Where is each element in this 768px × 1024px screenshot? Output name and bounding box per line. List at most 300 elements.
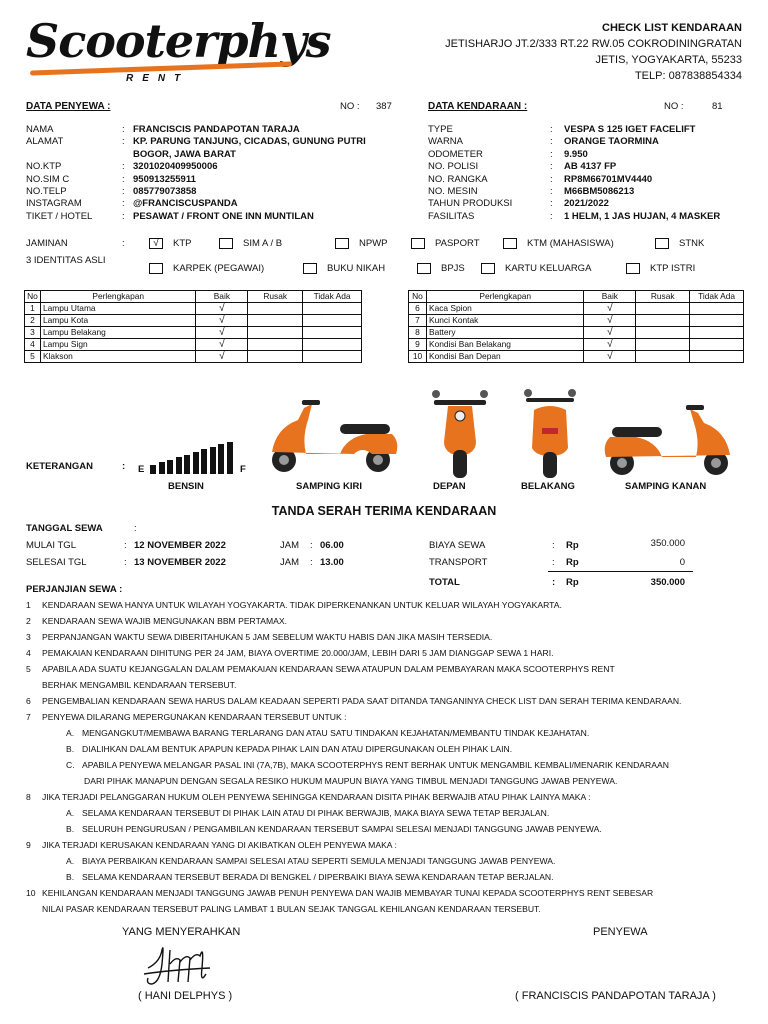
perjanjian-item — [26, 629, 756, 645]
row-baik[interactable]: √ — [196, 302, 248, 314]
perjanjian-text: SELURUH PENGURUSAN / PENGAMBILAN KENDARAAN TERSEBUT SAMPAI SELESAI MENJADI TANGGUNG JAWAB PENYEWA. — [82, 824, 602, 834]
perjanjian-number: 7 — [26, 712, 31, 722]
row-tidak-ada[interactable] — [303, 302, 362, 314]
biaya-sewa-currency: Rp — [566, 540, 579, 551]
field-colon: : — [122, 185, 125, 197]
jaminan-option-label: KTP — [173, 238, 192, 249]
jaminan-option-label: STNK — [679, 238, 705, 249]
field-label: ALAMAT — [26, 136, 64, 148]
field-colon: : — [550, 210, 553, 222]
field-colon: : — [550, 161, 553, 173]
field-value: 3201020409950006 — [133, 161, 218, 173]
view-label-depan: DEPAN — [433, 481, 466, 492]
perjanjian-number: 6 — [26, 696, 31, 706]
selesai-value: 13 NOVEMBER 2022 — [134, 557, 226, 568]
perjanjian-number: 9 — [26, 840, 31, 850]
scooter-front-icon — [432, 390, 488, 478]
row-rusak[interactable] — [636, 314, 690, 326]
field-label: NO.KTP — [26, 161, 62, 173]
row-item: Battery — [426, 326, 583, 338]
row-no: 7 — [409, 314, 427, 326]
table-row — [25, 302, 362, 314]
field-label: WARNA — [428, 136, 464, 148]
field-row — [26, 136, 406, 148]
table-row — [409, 350, 744, 362]
jaminan-sub-label: 3 IDENTITAS ASLI — [26, 255, 106, 266]
penyewa-no-value: 387 — [376, 101, 392, 112]
perjanjian-item — [26, 677, 756, 693]
jaminan-checkbox[interactable] — [417, 263, 431, 274]
perjanjian-text: APABILA PENYEWA MELANGAR PASAL INI (7A,7B), MAKA SCOOTERPHYS RENT BERHAK UNTUK MENGAMBIL KEMBALI/MENARIK KENDARAAN — [82, 760, 669, 770]
perjanjian-item — [26, 709, 756, 725]
row-rusak[interactable] — [636, 326, 690, 338]
perjanjian-text: KENDARAAN SEWA WAJIB MENGUNAKAN BBM PERTAMAX. — [42, 616, 287, 626]
total-currency: Rp — [566, 577, 579, 588]
field-value: 085779073858 — [133, 185, 197, 197]
jam-mulai-colon: : — [310, 540, 313, 551]
table-row — [409, 338, 744, 350]
field-colon: : — [550, 136, 553, 148]
field-value: 1 HELM, 1 JAS HUJAN, 4 MASKER — [564, 210, 721, 222]
field-value: BOGOR, JAWA BARAT — [133, 148, 236, 160]
row-baik[interactable]: √ — [196, 338, 248, 350]
fuel-bar — [184, 455, 190, 474]
perjanjian-list — [26, 597, 756, 917]
table-header-cell: Baik — [196, 291, 248, 303]
phone: TELP: 087838854334 — [634, 70, 742, 82]
field-label: TYPE — [428, 124, 453, 135]
sign-left-name: ( HANI DELPHYS ) — [138, 990, 233, 1002]
perjanjian-number: B. — [66, 744, 75, 754]
scooter-front — [430, 388, 490, 480]
jam-selesai-value: 13.00 — [320, 557, 344, 568]
field-colon: : — [550, 148, 553, 160]
logo — [26, 14, 331, 84]
table-row — [409, 302, 744, 314]
row-rusak[interactable] — [636, 302, 690, 314]
selesai-label: SELESAI TGL — [26, 557, 87, 568]
jaminan-option-label: KARPEK (PEGAWAI) — [173, 263, 265, 274]
row-baik[interactable]: √ — [584, 302, 636, 314]
selesai-colon: : — [124, 557, 127, 568]
jam-mulai-label: JAM — [280, 540, 299, 551]
mulai-label: MULAI TGL — [26, 540, 76, 551]
perjanjian-item — [26, 837, 756, 853]
row-item: Kondisi Ban Belakang — [426, 338, 583, 350]
jaminan-option-label: NPWP — [359, 238, 388, 249]
jaminan-option-label: KARTU KELUARGA — [505, 263, 592, 274]
perjanjian-text: SELAMA KENDARAAN TERSEBUT DI PIHAK LAIN ATAU DI PIHAK BERWAJIB, MAKA BIAYA SEWA TETAP BERJALAN. — [82, 808, 550, 818]
field-label: NAMA — [26, 124, 54, 135]
table-header-cell: Tidak Ada — [303, 291, 362, 303]
row-item: Lampu Belakang — [40, 326, 195, 338]
field-row — [428, 136, 758, 148]
row-baik[interactable]: √ — [584, 326, 636, 338]
kendaraan-title: DATA KENDARAAN : — [428, 101, 528, 112]
address-line-1: JETISHARJO JT.2/333 RT.22 RW.05 COKRODININGRATAN — [445, 38, 742, 50]
fuel-bar — [218, 444, 224, 474]
penyewa-title: DATA PENYEWA : — [26, 101, 111, 112]
row-item: Klakson — [40, 350, 195, 362]
row-baik[interactable]: √ — [196, 350, 248, 362]
field-value: VESPA S 125 IGET FACELIFT — [564, 124, 696, 135]
perjanjian-number: 5 — [26, 664, 31, 674]
penyewa-no-label: NO : — [340, 101, 360, 112]
kendaraan-no-value: 81 — [712, 101, 723, 112]
equipment-table-right — [408, 290, 744, 363]
signature-icon — [140, 938, 220, 988]
jam-mulai-value: 06.00 — [320, 540, 344, 551]
perjanjian-text: NILAI PASAR KENDARAAN TERSEBUT PALING LAMBAT 1 BULAN SEJAK TANGGAL KEHILANGAN KENDARAAN TERSEBUT. — [42, 904, 541, 914]
perjanjian-item — [26, 661, 756, 677]
field-row — [428, 174, 758, 186]
row-no: 6 — [409, 302, 427, 314]
table-header-cell: No — [25, 291, 41, 303]
field-row — [26, 174, 406, 186]
row-item: Lampu Kota — [40, 314, 195, 326]
field-row — [428, 161, 758, 173]
jaminan-option-label: BPJS — [441, 263, 465, 274]
perjanjian-number: C. — [66, 760, 75, 770]
fuel-bar — [193, 452, 199, 474]
field-label: INSTAGRAM — [26, 198, 82, 210]
transport-colon: : — [552, 557, 555, 568]
row-no: 9 — [409, 338, 427, 350]
field-value: RP8M66701MV4440 — [564, 173, 653, 185]
row-no: 1 — [25, 302, 41, 314]
table-row — [409, 326, 744, 338]
jaminan-checkbox[interactable] — [149, 263, 163, 274]
perjanjian-text: DARI PIHAK MANAPUN DENGAN SEGALA RESIKO HUKUM MAUPUN BIAYA YANG TIMBUL MENJADI TANGGUNG JAWAB PENYEWA. — [84, 776, 618, 786]
perjanjian-text: DIALIHKAN DALAM BENTUK APAPUN KEPADA PIHAK LAIN DAN ATAU DIPERGUNAKAN OLEH PIHAK LAIN. — [82, 744, 513, 754]
perjanjian-title: PERJANJIAN SEWA : — [26, 584, 123, 595]
jaminan-colon: : — [122, 238, 125, 249]
jaminan-option-label: PASPORT — [435, 238, 480, 249]
field-row — [26, 198, 406, 210]
fuel-label: BENSIN — [168, 481, 204, 492]
perjanjian-number: A. — [66, 728, 75, 738]
header-info — [382, 20, 742, 84]
row-baik[interactable]: √ — [584, 314, 636, 326]
perjanjian-text: BIAYA PERBAIKAN KENDARAAN SAMPAI SELESAI ATAU SEPERTI SEMULA MENJADI TANGGUNG JAWAB PENYEWA. — [82, 856, 556, 866]
field-row — [428, 124, 758, 136]
field-colon: : — [122, 136, 125, 148]
perjanjian-number: 4 — [26, 648, 31, 658]
perjanjian-item — [26, 693, 756, 709]
total-value: 350.000 — [650, 577, 685, 588]
transport-value: 0 — [679, 557, 685, 568]
scooter-side-right — [600, 405, 740, 480]
field-value: AB 4137 FP — [564, 161, 617, 173]
row-rusak[interactable] — [248, 302, 303, 314]
field-colon: : — [122, 210, 125, 222]
perjanjian-text: BERHAK MENGAMBIL KENDARAAN TERSEBUT. — [42, 680, 237, 690]
logo-sub: RENT — [126, 73, 190, 84]
field-row — [26, 186, 406, 198]
fuel-bar — [210, 447, 216, 474]
perjanjian-text: PENYEWA DILARANG MEPERGUNAKAN KENDARAAN TERSEBUT UNTUK : — [42, 712, 347, 722]
row-rusak[interactable] — [248, 338, 303, 350]
fuel-bar — [159, 462, 165, 474]
perjanjian-item — [26, 741, 756, 757]
field-colon: : — [550, 124, 553, 135]
field-label: ODOMETER — [428, 148, 483, 160]
total-divider — [548, 571, 693, 572]
view-labels — [0, 481, 768, 495]
field-colon: : — [550, 198, 553, 210]
perjanjian-text: MENGANGKUT/MEMBAWA BARANG TERLARANG DAN ATAU SATU TINDAKAN KEJAHATAN/MEMBANTU TINDAK KEJAHATAN. — [82, 728, 590, 738]
fuel-bar — [167, 460, 173, 474]
doc-title: CHECK LIST KENDARAAN — [602, 22, 742, 34]
perjanjian-text: PEMAKAIAN KENDARAAN DIHITUNG PER 24 JAM, BIAYA OVERTIME 20.000/JAM, LEBIH DARI 5 JAM DIANGGAP SEWA 1 HARI. — [42, 648, 554, 658]
scooter-side-right-icon — [605, 405, 730, 475]
jaminan-option-label: SIM A / B — [243, 238, 283, 249]
row-item: Lampu Sign — [40, 338, 195, 350]
field-row — [428, 186, 758, 198]
sign-right-title: PENYEWA — [593, 926, 648, 938]
perjanjian-text: PENGEMBALIAN KENDARAAN SEWA HARUS DALAM KEADAAN SEPERTI PADA SAAT DITANDA TANGANINYA CHECK LIST DAN SERAH TERIMA KENDARAAN. — [42, 696, 682, 706]
row-rusak[interactable] — [248, 326, 303, 338]
jaminan-checkbox[interactable] — [335, 238, 349, 249]
perjanjian-item — [26, 901, 756, 917]
total-colon: : — [552, 577, 556, 588]
address-line-2: JETIS, YOGYAKARTA, 55233 — [595, 54, 742, 66]
row-tidak-ada[interactable] — [690, 350, 744, 362]
field-label: FASILITAS — [428, 210, 475, 222]
perjanjian-text: KENDARAAN SEWA HANYA UNTUK WILAYAH YOGYAKARTA. TIDAK DIPERKENANKAN UNTUK KELUAR WILAYAH YOGYAKARTA. — [42, 600, 562, 610]
jaminan-checkbox[interactable] — [655, 238, 669, 249]
total-label: TOTAL — [429, 577, 460, 588]
table-row — [25, 350, 362, 362]
field-value: PESAWAT / FRONT ONE INN MUNTILAN — [133, 210, 314, 222]
table-row — [25, 338, 362, 350]
serah-terima-title: TANDA SERAH TERIMA KENDARAAN — [271, 504, 497, 518]
perjanjian-item — [26, 757, 756, 773]
row-baik[interactable]: √ — [196, 326, 248, 338]
jaminan-checkbox[interactable] — [481, 263, 495, 274]
fuel-empty-label: E — [138, 464, 145, 475]
row-rusak[interactable] — [248, 314, 303, 326]
table-header-cell: Rusak — [248, 291, 303, 303]
row-tidak-ada[interactable] — [303, 326, 362, 338]
row-tidak-ada[interactable] — [690, 338, 744, 350]
kendaraan-no-label: NO : — [664, 101, 684, 112]
jaminan-checkbox[interactable] — [219, 238, 233, 249]
row-tidak-ada[interactable] — [690, 314, 744, 326]
perjanjian-text: JIKA TERJADI KERUSAKAN KENDARAAN YANG DI AKIBATKAN OLEH PENYEWA MAKA : — [42, 840, 397, 850]
perjanjian-item — [26, 773, 756, 789]
perjanjian-number: 1 — [26, 600, 31, 610]
perjanjian-item — [26, 805, 756, 821]
jaminan-option-label: BUKU NIKAH — [327, 263, 386, 274]
row-rusak[interactable] — [636, 350, 690, 362]
row-no: 10 — [409, 350, 427, 362]
table-header-cell: Perlengkapan — [426, 291, 583, 303]
fuel-bar — [201, 449, 207, 474]
jaminan-row-1 — [0, 236, 768, 252]
field-row — [26, 149, 406, 161]
transport-label: TRANSPORT — [429, 557, 488, 568]
jaminan-checkbox[interactable] — [411, 238, 425, 249]
field-label: TAHUN PRODUKSI — [428, 198, 513, 210]
biaya-sewa-label: BIAYA SEWA — [429, 540, 486, 551]
field-row — [26, 161, 406, 173]
field-value: FRANCISCIS PANDAPOTAN TARAJA — [133, 124, 300, 135]
transport-currency: Rp — [566, 557, 579, 568]
row-baik[interactable]: √ — [196, 314, 248, 326]
fuel-bar — [150, 465, 156, 474]
row-item: Kaca Spion — [426, 302, 583, 314]
scooter-side-left-icon — [272, 400, 397, 472]
tanggal-sewa-colon: : — [134, 523, 137, 534]
jaminan-label: JAMINAN — [26, 238, 68, 249]
perjanjian-item — [26, 597, 756, 613]
sign-left-title: YANG MENYERAHKAN — [122, 926, 241, 938]
jam-selesai-colon: : — [310, 557, 313, 568]
tanggal-sewa-label: TANGGAL SEWA — [26, 523, 103, 534]
row-baik[interactable]: √ — [584, 350, 636, 362]
field-value: 2021/2022 — [564, 198, 609, 210]
logo-text: Scooterphys — [26, 14, 331, 68]
row-tidak-ada[interactable] — [303, 350, 362, 362]
row-rusak[interactable] — [248, 350, 303, 362]
row-rusak[interactable] — [636, 338, 690, 350]
row-tidak-ada[interactable] — [690, 326, 744, 338]
row-no: 5 — [25, 350, 41, 362]
row-no: 8 — [409, 326, 427, 338]
row-no: 3 — [25, 326, 41, 338]
row-no: 2 — [25, 314, 41, 326]
view-label-samping-kanan: SAMPING KANAN — [625, 481, 707, 492]
equipment-table-left — [24, 290, 362, 363]
field-colon: : — [550, 173, 553, 185]
table-row — [409, 314, 744, 326]
jaminan-checkbox[interactable] — [303, 263, 317, 274]
field-value: M66BM5086213 — [564, 185, 635, 197]
row-item: Kondisi Ban Depan — [426, 350, 583, 362]
table-header-row — [25, 291, 362, 303]
jaminan-option-label: KTM (MAHASISWA) — [527, 238, 614, 249]
fuel-full-label: F — [240, 464, 246, 475]
perjanjian-item — [26, 853, 756, 869]
perjanjian-item — [26, 645, 756, 661]
table-header-cell: No — [409, 291, 427, 303]
perjanjian-item — [26, 725, 756, 741]
perjanjian-text: PERPANJANGAN WAKTU SEWA DIBERITAHUKAN 5 JAM SEBELUM WAKTU HABIS DAN JIKA MASIH TERSEDIA. — [42, 632, 493, 642]
table-header-cell: Rusak — [636, 291, 690, 303]
perjanjian-item — [26, 885, 756, 901]
table-row — [25, 326, 362, 338]
fuel-bar — [227, 442, 233, 474]
fuel-bar — [176, 457, 182, 474]
field-row — [428, 211, 758, 223]
penyewa-fields — [26, 124, 406, 223]
perjanjian-number: B. — [66, 872, 75, 882]
jaminan-checkbox[interactable] — [503, 238, 517, 249]
row-tidak-ada[interactable] — [303, 338, 362, 350]
keterangan-label: KETERANGAN — [26, 461, 94, 472]
perjanjian-number: B. — [66, 824, 75, 834]
fuel-gauge — [150, 440, 238, 474]
field-value: ORANGE TAORMINA — [564, 136, 659, 148]
field-value: @FRANCISCUSPANDA — [133, 198, 238, 210]
perjanjian-item — [26, 613, 756, 629]
field-label: NO.TELP — [26, 185, 67, 197]
perjanjian-text: APABILA ADA SUATU KEJANGGALAN DALAM PEMAKAIAN KENDARAAN SEWA ATAUPUN DALAM PEMBAYARAN MAKA SCOOTERPHYS RENT — [42, 664, 615, 674]
mulai-value: 12 NOVEMBER 2022 — [134, 540, 226, 551]
view-label-belakang: BELAKANG — [521, 481, 575, 492]
table-header-cell: Tidak Ada — [690, 291, 744, 303]
row-item: Kunci Kontak — [426, 314, 583, 326]
scooter-rear-icon — [524, 389, 576, 478]
row-item: Lampu Utama — [40, 302, 195, 314]
field-label: NO. RANGKA — [428, 173, 488, 185]
field-colon: : — [122, 124, 125, 135]
field-row — [428, 198, 758, 210]
field-value: KP. PARUNG TANJUNG, CICADAS, GUNUNG PUTRI — [133, 136, 366, 148]
field-colon: : — [550, 185, 553, 197]
row-baik[interactable]: √ — [584, 338, 636, 350]
field-value: 9.950 — [564, 148, 588, 160]
perjanjian-number: 8 — [26, 792, 31, 802]
field-row — [26, 124, 406, 136]
perjanjian-text: SELAMA KENDARAAN TERSEBUT BERADA DI BENGKEL / DIPERBAIKI BIAYA SEWA KENDARAAN TETAP BERJALAN. — [82, 872, 554, 882]
perjanjian-item — [26, 821, 756, 837]
field-label: NO.SIM C — [26, 173, 70, 185]
field-label: NO. MESIN — [428, 185, 478, 197]
perjanjian-text: JIKA TERJADI PELANGGARAN HUKUM OLEH PENYEWA SEHINGGA KENDARAAN DISITA PIHAK BERWAJIB ATAU PIHAK LAINYA MAKA : — [42, 792, 591, 802]
row-no: 4 — [25, 338, 41, 350]
kendaraan-fields — [428, 124, 758, 223]
field-colon: : — [122, 173, 125, 185]
row-tidak-ada[interactable] — [690, 302, 744, 314]
jaminan-row-2 — [0, 261, 768, 277]
perjanjian-item — [26, 869, 756, 885]
jaminan-checkbox[interactable] — [626, 263, 640, 274]
perjanjian-number: A. — [66, 808, 75, 818]
row-tidak-ada[interactable] — [303, 314, 362, 326]
table-header-cell: Perlengkapan — [40, 291, 195, 303]
perjanjian-number: 2 — [26, 616, 31, 626]
perjanjian-number: 3 — [26, 632, 31, 642]
jaminan-option-label: KTP ISTRI — [650, 263, 696, 274]
sign-right-name: ( FRANCISCIS PANDAPOTAN TARAJA ) — [515, 990, 716, 1002]
table-header-cell: Baik — [584, 291, 636, 303]
table-header-row — [409, 291, 744, 303]
field-label: NO. POLISI — [428, 161, 479, 173]
field-row — [26, 211, 406, 223]
keterangan-colon: : — [122, 461, 126, 472]
scooter-rear — [520, 388, 580, 480]
biaya-sewa-value: 350.000 — [650, 538, 685, 549]
perjanjian-item — [26, 789, 756, 805]
field-colon: : — [122, 198, 125, 210]
scooter-side-left — [262, 398, 402, 478]
jam-selesai-label: JAM — [280, 557, 299, 568]
perjanjian-number: A. — [66, 856, 75, 866]
perjanjian-number: 10 — [26, 888, 36, 898]
field-value: 950913255911 — [133, 173, 196, 185]
field-row — [428, 149, 758, 161]
field-label: TIKET / HOTEL — [26, 210, 93, 222]
view-label-samping-kiri: SAMPING KIRI — [296, 481, 362, 492]
table-row — [25, 314, 362, 326]
field-colon: : — [122, 161, 125, 173]
jaminan-checkbox[interactable]: √ — [149, 238, 163, 249]
perjanjian-text: KEHILANGAN KENDARAAN MENJADI TANGGUNG JAWAB PENUH PENYEWA DAN WAJIB MEMBAYAR TUNAI KEPADA SCOOTERPHYS RENT SEBESAR — [42, 888, 654, 898]
biaya-sewa-colon: : — [552, 540, 555, 551]
mulai-colon: : — [124, 540, 127, 551]
